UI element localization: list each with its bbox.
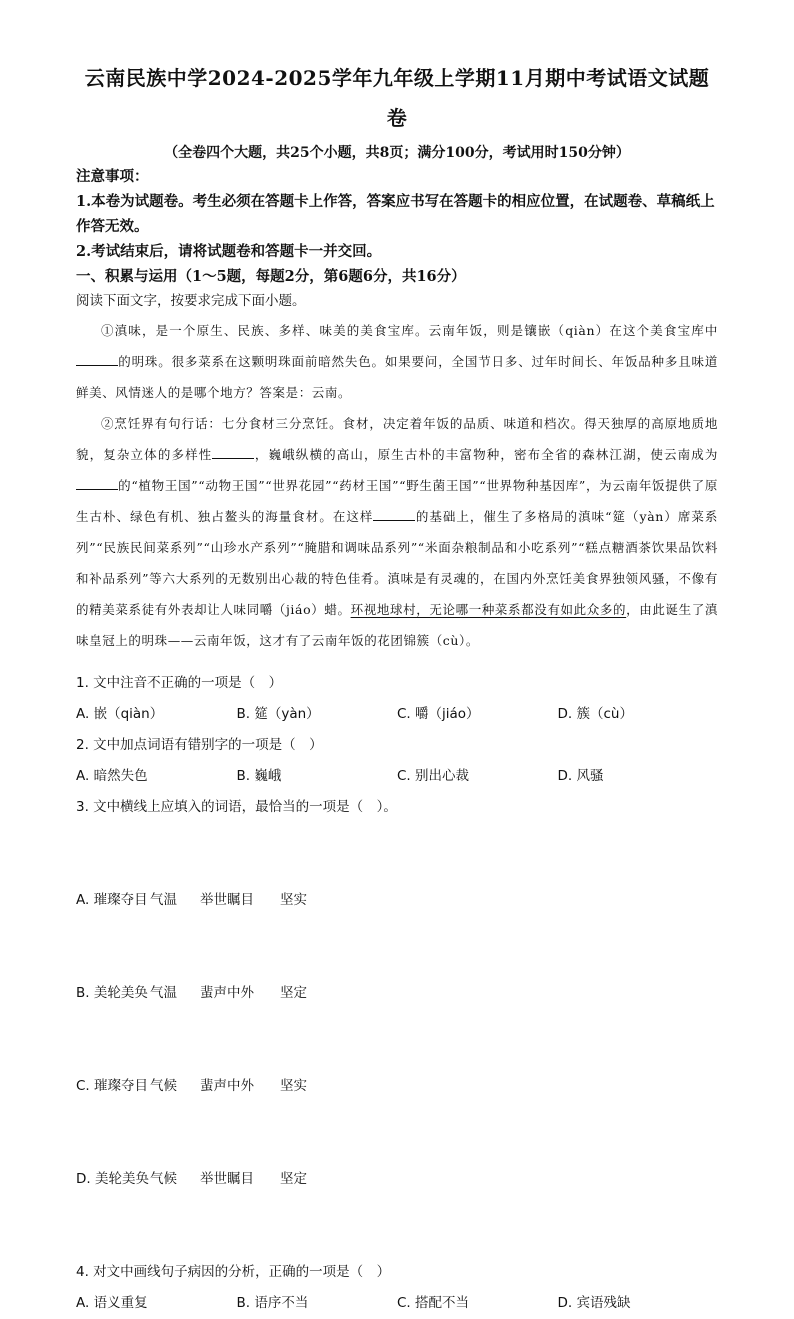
option-word: 蜚声中外 <box>200 1078 254 1094</box>
question-3-stem: 3. 文中横线上应填入的词语，最恰当的一项是（ ）。 <box>76 799 397 815</box>
option-word: 气温 <box>150 892 177 908</box>
option-a[interactable]: A. 语义重复 <box>76 1295 148 1311</box>
fill-blank <box>373 508 415 521</box>
option-b[interactable] <box>76 978 718 1009</box>
option-b[interactable]: B. 巍峨 <box>236 768 282 784</box>
option-d[interactable]: D. 风骚 <box>557 768 604 784</box>
question-4-options <box>76 1288 718 1319</box>
option-label: D. 美轮美奂 <box>76 1171 149 1187</box>
fill-blank <box>76 353 118 366</box>
notice-heading: 注意事项： <box>76 168 149 185</box>
notice-item-1: 1.本卷为试题卷。考生必须在答题卡上作答，答案应书写在答题卡的相应位置，在试题卷、草稿纸上作答无效。 <box>76 193 715 235</box>
question-1-stem: 1. 文中注音不正确的一项是（ ） <box>76 675 283 691</box>
question-4-stem: 4. 对文中画线句子病因的分析，正确的一项是（ ） <box>76 1264 391 1280</box>
option-word: 气候 <box>150 1078 177 1094</box>
option-word: 气温 <box>150 985 177 1001</box>
title-line-2: 卷 <box>386 106 408 130</box>
passage-text: ①滇味，是一个原生、民族、多样、味美的美食宝库。云南年饭，则是镶嵌（qiàn）在这个美食宝库中 <box>101 323 718 338</box>
exam-title <box>76 58 718 138</box>
question-2-options <box>76 761 718 792</box>
section-heading: 一、积累与运用（1～5题，每题2分，第6题6分，共16分） <box>76 268 466 285</box>
option-d[interactable]: D. 宾语残缺 <box>557 1295 631 1311</box>
question-3-options <box>76 823 718 1257</box>
option-label: A. 璀璨夺目 <box>76 892 148 908</box>
option-word: 坚实 <box>280 1078 307 1094</box>
section-instruction: 阅读下面文字，按要求完成下面小题。 <box>76 293 306 309</box>
option-d[interactable] <box>76 1164 718 1195</box>
fill-blank <box>76 477 118 490</box>
notice-item-2: 2.考试结束后，请将试题卷和答题卡一并交回。 <box>76 243 382 260</box>
passage-paragraph-2 <box>76 408 718 656</box>
option-word: 举世瞩目 <box>200 1171 254 1187</box>
question-2-stem: 2. 文中加点词语有错别字的一项是（ ） <box>76 737 323 753</box>
passage-text: ，由此诞生了滇味皇冠上的明珠——云南年饭，这才有了云南年饭的花团锦簇（cù）。 <box>76 602 718 648</box>
passage-text: ，巍峨纵横的高山，原生古朴的丰富物种，密布全省的森林江湖，使云南成为 <box>254 447 718 462</box>
option-word: 坚定 <box>280 1171 307 1187</box>
option-a[interactable]: A. 嵌（qiàn） <box>76 706 164 722</box>
option-word: 举世瞩目 <box>200 892 254 908</box>
option-d[interactable]: D. 簇（cù） <box>557 706 633 722</box>
option-word: 蜚声中外 <box>200 985 254 1001</box>
option-c[interactable]: C. 搭配不当 <box>397 1295 470 1311</box>
fill-blank <box>212 446 254 459</box>
option-word: 坚实 <box>280 892 307 908</box>
passage-text: 的明珠。很多菜系在这颗明珠面前暗然失色。如果要问，全国节日多、过年时间长、年饭品种多且味道鲜美、风情迷人的是哪个地方？答案是：云南。 <box>76 354 718 400</box>
option-c[interactable]: C. 别出心裁 <box>397 768 470 784</box>
passage-paragraph-1 <box>76 315 718 408</box>
question-1-options <box>76 699 718 730</box>
option-a[interactable] <box>76 885 718 916</box>
option-c[interactable]: C. 嚼（jiáo） <box>397 706 480 722</box>
option-label: C. 璀璨夺目 <box>76 1078 149 1094</box>
exam-page <box>76 58 718 1319</box>
passage-text: ②烹饪界有句行话：七分食材三分烹饪。食材，决定着年饭的品质、味道和档次。得天独厚的高原地质地貌，复杂立体的多样性 <box>76 416 718 462</box>
title-line-1: 云南民族中学2024-2025学年九年级上学期11月期中考试语文试题 <box>84 66 710 90</box>
option-word: 气候 <box>150 1171 177 1187</box>
exam-subtitle: （全卷四个大题，共25个小题，共8页；满分100分，考试用时150分钟） <box>164 145 630 161</box>
option-label: B. 美轮美奂 <box>76 985 148 1001</box>
option-word: 坚定 <box>280 985 307 1001</box>
option-b[interactable]: B. 语序不当 <box>236 1295 309 1311</box>
option-b[interactable]: B. 筵（yàn） <box>236 706 320 722</box>
option-a[interactable]: A. 暗然失色 <box>76 768 148 784</box>
option-c[interactable] <box>76 1071 718 1102</box>
passage-text: 的基础上，催生了多格局的滇味“筵（yàn）席菜系列”“民族民间菜系列”“山珍水产系列”“腌腊和调味品系列”“米面杂粮制品和小吃系列”“糕点糖酒茶饮果品饮料和补品系列”等六大系列的无数别出心裁的特色佳肴。滇味是有灵魂的，在国内外烹饪美食界独领风骚，不像有的精美菜系徒有外表却让人味同嚼（jiáo）蜡。 <box>76 509 718 617</box>
underlined-sentence: 环视地球村，无论哪一种菜系都没有如此众多的 <box>350 602 627 617</box>
passage-text: 的“植物王国”“动物王国”“世界花园”“药材王国”“野生菌王国”“世界物种基因库”，为云南年饭提供了原生古朴、绿色有机、独占鳌头的海量食材。在这样 <box>76 478 718 524</box>
